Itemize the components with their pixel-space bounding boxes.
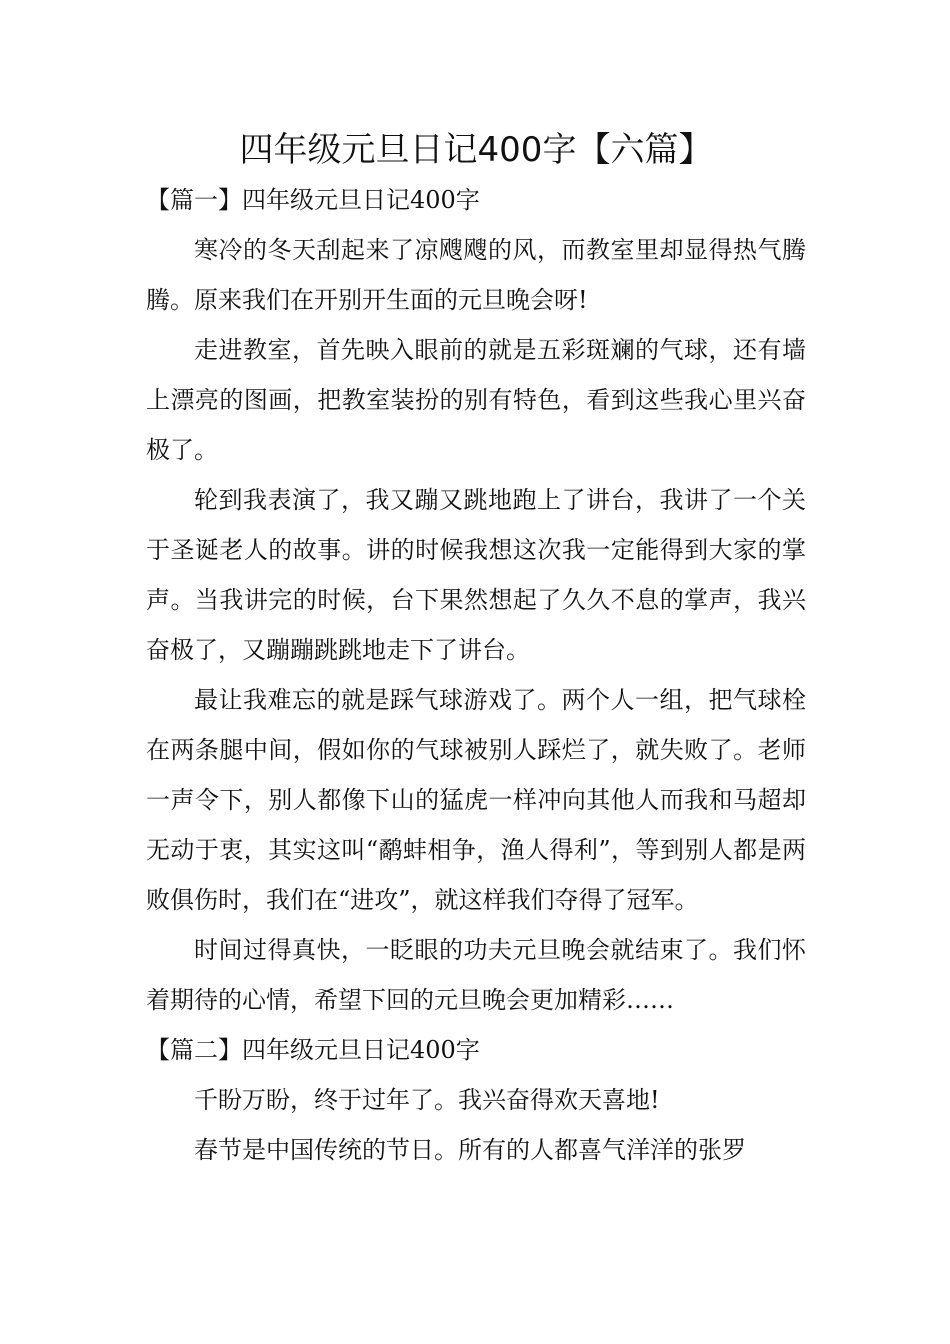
section-heading: 【篇二】四年级元旦日记400字 (146, 1036, 480, 1064)
section-2 (146, 1025, 806, 1175)
paragraph: 时间过得真快，一眨眼的功夫元旦晚会就结束了。我们怀着期待的心情，希望下回的元旦晚会更加精彩…… (146, 936, 806, 1014)
paragraph: 轮到我表演了，我又蹦又跳地跑上了讲台，我讲了一个关于圣诞老人的故事。讲的时候我想这次我一定能得到大家的掌声。当我讲完的时候，台下果然想起了久久不息的掌声，我兴奋极了，又蹦蹦跳跳地走下了讲台。 (146, 486, 806, 664)
document-body (146, 175, 806, 1175)
paragraph: 春节是中国传统的节日。所有的人都喜气洋洋的张罗 (194, 1136, 746, 1164)
document-title: 四年级元旦日记400字【六篇】 (239, 130, 713, 170)
section-heading: 【篇一】四年级元旦日记400字 (146, 186, 480, 214)
paragraph: 寒冷的冬天刮起来了凉飕飕的风，而教室里却显得热气腾腾。原来我们在开别开生面的元旦晚会呀! (146, 236, 806, 314)
paragraph: 走进教室，首先映入眼前的就是五彩斑斓的气球，还有墙上漂亮的图画，把教室装扮的别有特色，看到这些我心里兴奋极了。 (146, 336, 806, 464)
paragraph: 最让我难忘的就是踩气球游戏了。两个人一组，把气球栓在两条腿中间，假如你的气球被别人踩烂了，就失败了。老师一声令下，别人都像下山的猛虎一样冲向其他人而我和马超却无动于衷，其实这叫“鹬蚌相争，渔人得利”，等到别人都是两败俱伤时，我们在“进攻”，就这样我们夺得了冠军。 (146, 686, 806, 914)
section-1 (146, 175, 806, 1025)
paragraph: 千盼万盼，终于过年了。我兴奋得欢天喜地! (194, 1086, 660, 1114)
